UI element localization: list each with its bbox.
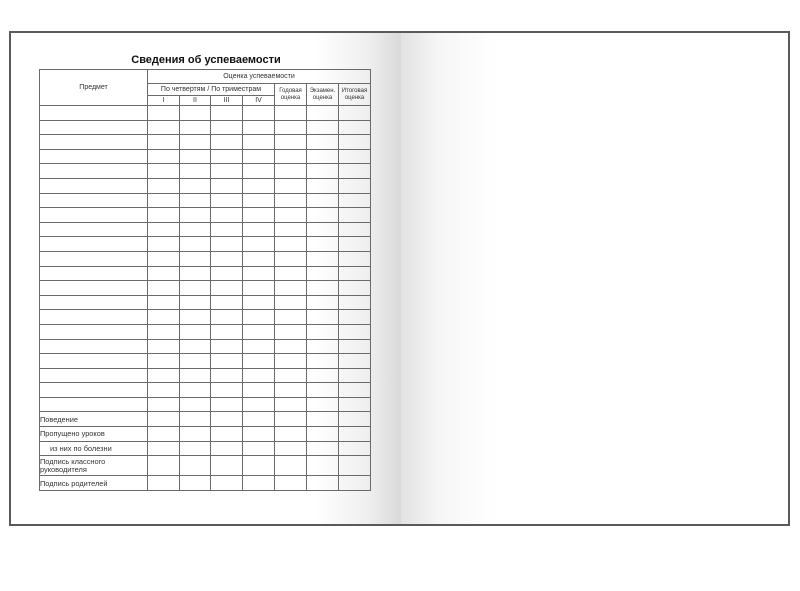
behavior-label: Поведение xyxy=(40,412,148,427)
subject-row xyxy=(40,222,371,237)
subject-row xyxy=(40,120,371,135)
subject-row xyxy=(40,397,371,412)
left-page xyxy=(11,33,401,524)
subject-row xyxy=(40,164,371,179)
quarter-4-header: IV xyxy=(243,96,275,106)
parents-signature-label: Подпись родителей xyxy=(40,476,148,491)
subject-row xyxy=(40,354,371,369)
subject-header: Предмет xyxy=(40,70,148,106)
quarter-1-header: I xyxy=(148,96,180,106)
subject-row xyxy=(40,237,371,252)
subject-row xyxy=(40,149,371,164)
behavior-row xyxy=(40,412,371,427)
subject-row xyxy=(40,324,371,339)
subject-row xyxy=(40,383,371,398)
annual-grade-header: Годовая оценка xyxy=(275,84,307,106)
subject-row xyxy=(40,193,371,208)
missed-lessons-row xyxy=(40,427,371,442)
grades-table xyxy=(39,69,371,491)
subject-row xyxy=(40,295,371,310)
sick-lessons-row xyxy=(40,441,371,456)
grades-group-header: Оценка успеваемости xyxy=(148,70,371,84)
quarter-3-header: III xyxy=(211,96,243,106)
subject-row xyxy=(40,266,371,281)
page-title: Сведения об успеваемости xyxy=(131,54,281,66)
sick-lessons-label: из них по болезни xyxy=(40,441,148,456)
subject-row xyxy=(40,339,371,354)
subject-row xyxy=(40,310,371,325)
subject-rows xyxy=(40,106,371,412)
subject-row xyxy=(40,281,371,296)
teacher-signature-label: Подпись классного руководителя xyxy=(40,456,148,476)
subject-row xyxy=(40,135,371,150)
teacher-signature-row xyxy=(40,456,371,476)
subject-row xyxy=(40,178,371,193)
parents-signature-row xyxy=(40,476,371,491)
notebook-spread xyxy=(9,31,790,526)
exam-grade-header: Экзамен. оценка xyxy=(307,84,339,106)
subject-row xyxy=(40,368,371,383)
missed-lessons-label: Пропущено уроков xyxy=(40,427,148,442)
quarter-2-header: II xyxy=(180,96,211,106)
right-page xyxy=(401,33,788,524)
quarters-group-header: По четвертям / По триместрам xyxy=(148,84,275,96)
subject-row xyxy=(40,106,371,121)
final-grade-header: Итоговая оценка xyxy=(339,84,371,106)
subject-row xyxy=(40,208,371,223)
subject-row xyxy=(40,251,371,266)
